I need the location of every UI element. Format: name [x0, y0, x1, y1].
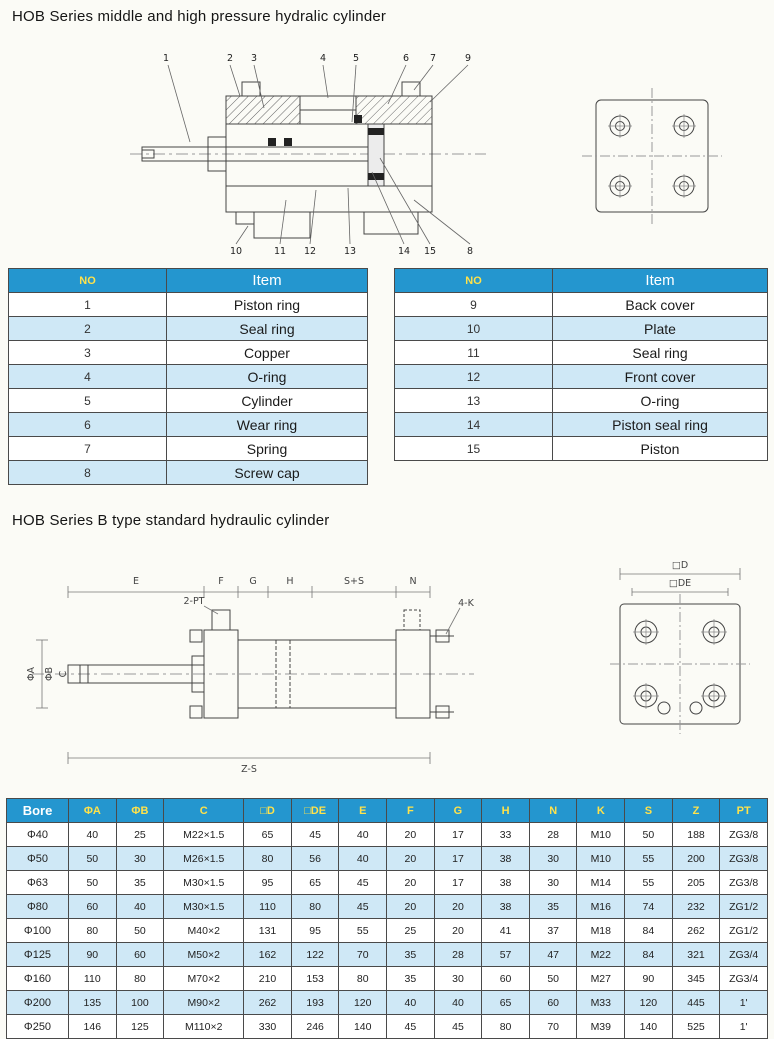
callout-5: 5: [352, 53, 360, 64]
table-cell: 80: [291, 895, 339, 919]
table-header-row: [9, 269, 368, 293]
table-cell: 40: [387, 991, 435, 1015]
table-cell: 140: [625, 1015, 673, 1039]
callout-10: 10: [229, 246, 243, 257]
mount-hole: [690, 702, 702, 714]
table-cell: Wear ring: [167, 413, 368, 437]
dim-s-plus-s: S+S: [343, 576, 365, 587]
table-cell: 120: [625, 991, 673, 1015]
table-cell: O-ring: [167, 365, 368, 389]
table-cell: M39: [577, 1015, 625, 1039]
dim-h: H: [286, 576, 294, 587]
mount-hole: [658, 702, 670, 714]
table-cell: 110: [69, 967, 117, 991]
table-cell: 30: [116, 847, 164, 871]
column-header: ΦA: [69, 799, 117, 823]
front-cover-block: [254, 212, 310, 238]
table-row: [9, 365, 368, 389]
column-header: K: [577, 799, 625, 823]
table-cell: 80: [244, 847, 292, 871]
table-cell: 40: [116, 895, 164, 919]
table-cell: 95: [291, 919, 339, 943]
callout-2: 2: [226, 53, 234, 64]
table-cell: 330: [244, 1015, 292, 1039]
column-header: PT: [720, 799, 768, 823]
table-cell: 8: [9, 461, 167, 485]
callout-7: 7: [429, 53, 437, 64]
table-cell: 2: [9, 317, 167, 341]
table-cell: 80: [116, 967, 164, 991]
tie-rod-nut: [190, 630, 202, 642]
page-title-section1: HOB Series middle and high pressure hydralic cylinder: [12, 8, 387, 25]
dim-f: F: [218, 576, 224, 587]
table-cell: 90: [69, 943, 117, 967]
table-cell: 55: [625, 847, 673, 871]
front-port: [212, 610, 230, 630]
table-cell: M27: [577, 967, 625, 991]
table-cell: 38: [482, 847, 530, 871]
table-cell: 525: [672, 1015, 720, 1039]
table-cell: 232: [672, 895, 720, 919]
dim-g: G: [249, 576, 257, 587]
table-cell: 28: [529, 823, 577, 847]
callout-6: 6: [402, 53, 410, 64]
table-cell: 50: [69, 847, 117, 871]
bolt-hole: [633, 683, 659, 709]
top-bolt-left: [242, 82, 260, 96]
dim-e: E: [132, 576, 140, 587]
bottom-nut: [236, 212, 254, 224]
table-cell: 3: [9, 341, 167, 365]
table-cell: 13: [395, 389, 553, 413]
bolt-hole: [672, 114, 696, 138]
table-cell: M22×1.5: [164, 823, 244, 847]
table-cell: Φ250: [7, 1015, 69, 1039]
callout-12: 12: [303, 246, 317, 257]
b-type-cylinder-diagram: [22, 544, 757, 794]
table-cell: 200: [672, 847, 720, 871]
table-cell: 70: [339, 943, 387, 967]
table-cell: M110×2: [164, 1015, 244, 1039]
callout-9: 9: [464, 53, 472, 64]
table-cell: 41: [482, 919, 530, 943]
table-cell: 80: [339, 967, 387, 991]
bolt-hole: [701, 619, 727, 645]
table-cell: Φ100: [7, 919, 69, 943]
table-cell: ZG3/8: [720, 847, 768, 871]
callout-1: 1: [162, 53, 170, 64]
table-row: [7, 919, 768, 943]
table-cell: M30×1.5: [164, 895, 244, 919]
table-cell: 80: [482, 1015, 530, 1039]
table-cell: ZG3/8: [720, 823, 768, 847]
table-cell: ZG3/4: [720, 943, 768, 967]
table-header-row: [395, 269, 768, 293]
table-cell: 122: [291, 943, 339, 967]
table-cell: 5: [9, 389, 167, 413]
table-cell: Piston seal ring: [553, 413, 768, 437]
callout-8: 8: [466, 246, 474, 257]
table-cell: Φ125: [7, 943, 69, 967]
table-cell: 60: [529, 991, 577, 1015]
table-cell: 60: [482, 967, 530, 991]
table-row: [9, 317, 368, 341]
table-cell: 262: [244, 991, 292, 1015]
page-title-section2: HOB Series B type standard hydraulic cylinder: [12, 512, 330, 529]
table-cell: 20: [387, 895, 435, 919]
table-cell: 60: [69, 895, 117, 919]
table-cell: M26×1.5: [164, 847, 244, 871]
bolt-hole: [633, 619, 659, 645]
table-cell: 33: [482, 823, 530, 847]
parts-table-right: [394, 268, 768, 461]
table-row: [395, 365, 768, 389]
table-cell: M22: [577, 943, 625, 967]
table-cell: Piston: [553, 437, 768, 461]
port-label: 2-PT: [183, 596, 205, 607]
table-cell: 12: [395, 365, 553, 389]
table-cell: Copper: [167, 341, 368, 365]
front-cover-hatched: [226, 96, 300, 124]
table-cell: 45: [339, 895, 387, 919]
table-cell: 120: [339, 991, 387, 1015]
column-header-no: NO: [9, 269, 167, 293]
rod-seal-2: [284, 138, 292, 146]
callout-11: 11: [273, 246, 287, 257]
column-header: □DE: [291, 799, 339, 823]
table-cell: M16: [577, 895, 625, 919]
table-cell: Back cover: [553, 293, 768, 317]
table-cell: 40: [69, 823, 117, 847]
column-header-no: NO: [395, 269, 553, 293]
back-cover-hatched: [356, 96, 432, 124]
dim-phi-b: ΦB: [44, 667, 55, 681]
table-header-row: [7, 799, 768, 823]
table-cell: 35: [387, 967, 435, 991]
table-cell: 47: [529, 943, 577, 967]
table-cell: 40: [339, 823, 387, 847]
column-header: G: [434, 799, 482, 823]
parts-tables-section: [8, 268, 768, 485]
table-cell: 95: [244, 871, 292, 895]
table-cell: 14: [395, 413, 553, 437]
bolt-hole: [672, 174, 696, 198]
table-cell: 1': [720, 1015, 768, 1039]
spec-table-section: [6, 798, 768, 1039]
table-cell: 210: [244, 967, 292, 991]
table-row: [9, 461, 368, 485]
column-header: Bore: [7, 799, 69, 823]
table-cell: 40: [339, 847, 387, 871]
table-row: [9, 389, 368, 413]
table-cell: M30×1.5: [164, 871, 244, 895]
table-row: [7, 991, 768, 1015]
table-cell: 37: [529, 919, 577, 943]
table-cell: ZG1/2: [720, 895, 768, 919]
table-cell: 262: [672, 919, 720, 943]
column-header: E: [339, 799, 387, 823]
callout-13: 13: [343, 246, 357, 257]
tie-rod-label: 4-K: [458, 598, 474, 609]
column-header: F: [387, 799, 435, 823]
table-cell: 65: [244, 823, 292, 847]
table-row: [395, 413, 768, 437]
table-cell: 445: [672, 991, 720, 1015]
table-cell: 84: [625, 919, 673, 943]
table-cell: Φ200: [7, 991, 69, 1015]
table-cell: 25: [116, 823, 164, 847]
table-cell: 205: [672, 871, 720, 895]
table-cell: 20: [387, 871, 435, 895]
table-cell: 125: [116, 1015, 164, 1039]
column-header: Z: [672, 799, 720, 823]
table-cell: 110: [244, 895, 292, 919]
table-cell: M50×2: [164, 943, 244, 967]
table-cell: Screw cap: [167, 461, 368, 485]
table-cell: Φ80: [7, 895, 69, 919]
table-cell: 30: [529, 871, 577, 895]
table-cell: 140: [339, 1015, 387, 1039]
callout-labels: [163, 53, 473, 257]
table-cell: Piston ring: [167, 293, 368, 317]
table-cell: 10: [395, 317, 553, 341]
table-cell: 20: [434, 895, 482, 919]
table-cell: 25: [387, 919, 435, 943]
column-header-item: Item: [553, 269, 768, 293]
table-cell: 321: [672, 943, 720, 967]
table-cell: 1: [9, 293, 167, 317]
table-cell: 38: [482, 895, 530, 919]
table-cell: 1': [720, 991, 768, 1015]
dim-square-de: □DE: [668, 578, 692, 589]
column-header: ΦB: [116, 799, 164, 823]
bolt-hole: [701, 683, 727, 709]
bolt-hole: [608, 114, 632, 138]
dim-n: N: [409, 576, 417, 587]
table-cell: M33: [577, 991, 625, 1015]
rod-seal-1: [268, 138, 276, 146]
table-cell: 246: [291, 1015, 339, 1039]
table-cell: 20: [387, 847, 435, 871]
table-row: [7, 967, 768, 991]
table-cell: 135: [69, 991, 117, 1015]
table-cell: 4: [9, 365, 167, 389]
table-cell: Cylinder: [167, 389, 368, 413]
table-cell: 35: [116, 871, 164, 895]
dim-z-s: Z-S: [241, 764, 257, 775]
table-row: [9, 341, 368, 365]
table-cell: 45: [434, 1015, 482, 1039]
table-cell: Seal ring: [167, 317, 368, 341]
dim-phi-a: ΦA: [26, 667, 37, 681]
table-cell: 57: [482, 943, 530, 967]
table-cell: 146: [69, 1015, 117, 1039]
table-cell: ZG3/8: [720, 871, 768, 895]
column-header: S: [625, 799, 673, 823]
table-cell: 188: [672, 823, 720, 847]
dim-c: C: [58, 670, 69, 678]
column-header: C: [164, 799, 244, 823]
table-cell: 80: [69, 919, 117, 943]
tie-rod-nut: [190, 706, 202, 718]
table-cell: 65: [482, 991, 530, 1015]
table-cell: Φ160: [7, 967, 69, 991]
table-row: [7, 823, 768, 847]
table-cell: 70: [529, 1015, 577, 1039]
table-cell: 17: [434, 847, 482, 871]
table-cell: 55: [339, 919, 387, 943]
table-cell: 6: [9, 413, 167, 437]
table-cell: M40×2: [164, 919, 244, 943]
dim-square-d: □D: [671, 560, 689, 571]
parts-table-left: [8, 268, 368, 485]
table-cell: ZG3/4: [720, 967, 768, 991]
table-cell: 17: [434, 823, 482, 847]
table-cell: 45: [339, 871, 387, 895]
piston-seal-top: [368, 128, 384, 135]
table-cell: 56: [291, 847, 339, 871]
callout-14: 14: [397, 246, 411, 257]
table-cell: 7: [9, 437, 167, 461]
table-cell: 55: [625, 871, 673, 895]
table-cell: 38: [482, 871, 530, 895]
table-cell: 35: [529, 895, 577, 919]
table-cell: 11: [395, 341, 553, 365]
table-row: [395, 317, 768, 341]
table-cell: M10: [577, 847, 625, 871]
o-ring-seal: [354, 115, 362, 123]
callout-3: 3: [250, 53, 258, 64]
table-cell: 131: [244, 919, 292, 943]
table-cell: 45: [387, 1015, 435, 1039]
table-cell: 90: [625, 967, 673, 991]
table-row: [7, 895, 768, 919]
table-cell: 84: [625, 943, 673, 967]
table-row: [9, 437, 368, 461]
table-cell: 30: [529, 847, 577, 871]
table-cell: M14: [577, 871, 625, 895]
spec-table: [6, 798, 768, 1039]
flange-view: [610, 568, 750, 734]
table-cell: ZG1/2: [720, 919, 768, 943]
table-cell: Plate: [553, 317, 768, 341]
table-cell: Seal ring: [553, 341, 768, 365]
table-cell: 345: [672, 967, 720, 991]
cylinder-outline-view: [32, 610, 474, 718]
table-cell: 74: [625, 895, 673, 919]
table-cell: 50: [69, 871, 117, 895]
top-bolt-right: [402, 82, 420, 96]
table-cell: 40: [434, 991, 482, 1015]
table-cell: 50: [625, 823, 673, 847]
callout-4: 4: [319, 53, 327, 64]
table-cell: 20: [434, 919, 482, 943]
table-row: [395, 389, 768, 413]
table-row: [395, 341, 768, 365]
table-cell: 50: [529, 967, 577, 991]
table-cell: 15: [395, 437, 553, 461]
table-row: [9, 413, 368, 437]
table-cell: Front cover: [553, 365, 768, 389]
table-cell: 9: [395, 293, 553, 317]
table-cell: 30: [434, 967, 482, 991]
table-cell: M90×2: [164, 991, 244, 1015]
rear-port-hidden: [404, 610, 420, 630]
table-cell: 193: [291, 991, 339, 1015]
table-cell: O-ring: [553, 389, 768, 413]
table-cell: 100: [116, 991, 164, 1015]
table-cell: 60: [116, 943, 164, 967]
table-cell: 50: [116, 919, 164, 943]
table-cell: M10: [577, 823, 625, 847]
table-cell: 35: [387, 943, 435, 967]
bolt-hole: [608, 174, 632, 198]
column-header: H: [482, 799, 530, 823]
table-row: [7, 847, 768, 871]
table-cell: Spring: [167, 437, 368, 461]
column-header: □D: [244, 799, 292, 823]
table-cell: 28: [434, 943, 482, 967]
cylinder-section-diagram: [118, 48, 763, 262]
table-cell: M70×2: [164, 967, 244, 991]
table-row: [9, 293, 368, 317]
table-cell: 65: [291, 871, 339, 895]
piston-seal-bottom: [368, 173, 384, 180]
table-cell: Φ40: [7, 823, 69, 847]
column-header-item: Item: [167, 269, 368, 293]
table-row: [395, 437, 768, 461]
table-cell: Φ63: [7, 871, 69, 895]
table-cell: 45: [291, 823, 339, 847]
table-cell: M18: [577, 919, 625, 943]
table-cell: Φ50: [7, 847, 69, 871]
table-cell: 153: [291, 967, 339, 991]
table-cell: 162: [244, 943, 292, 967]
table-cell: 17: [434, 871, 482, 895]
callout-15: 15: [423, 246, 437, 257]
table-cell: 20: [387, 823, 435, 847]
table-row: [7, 943, 768, 967]
table-row: [7, 871, 768, 895]
end-flange-view: [582, 88, 722, 224]
table-row: [395, 293, 768, 317]
column-header: N: [529, 799, 577, 823]
